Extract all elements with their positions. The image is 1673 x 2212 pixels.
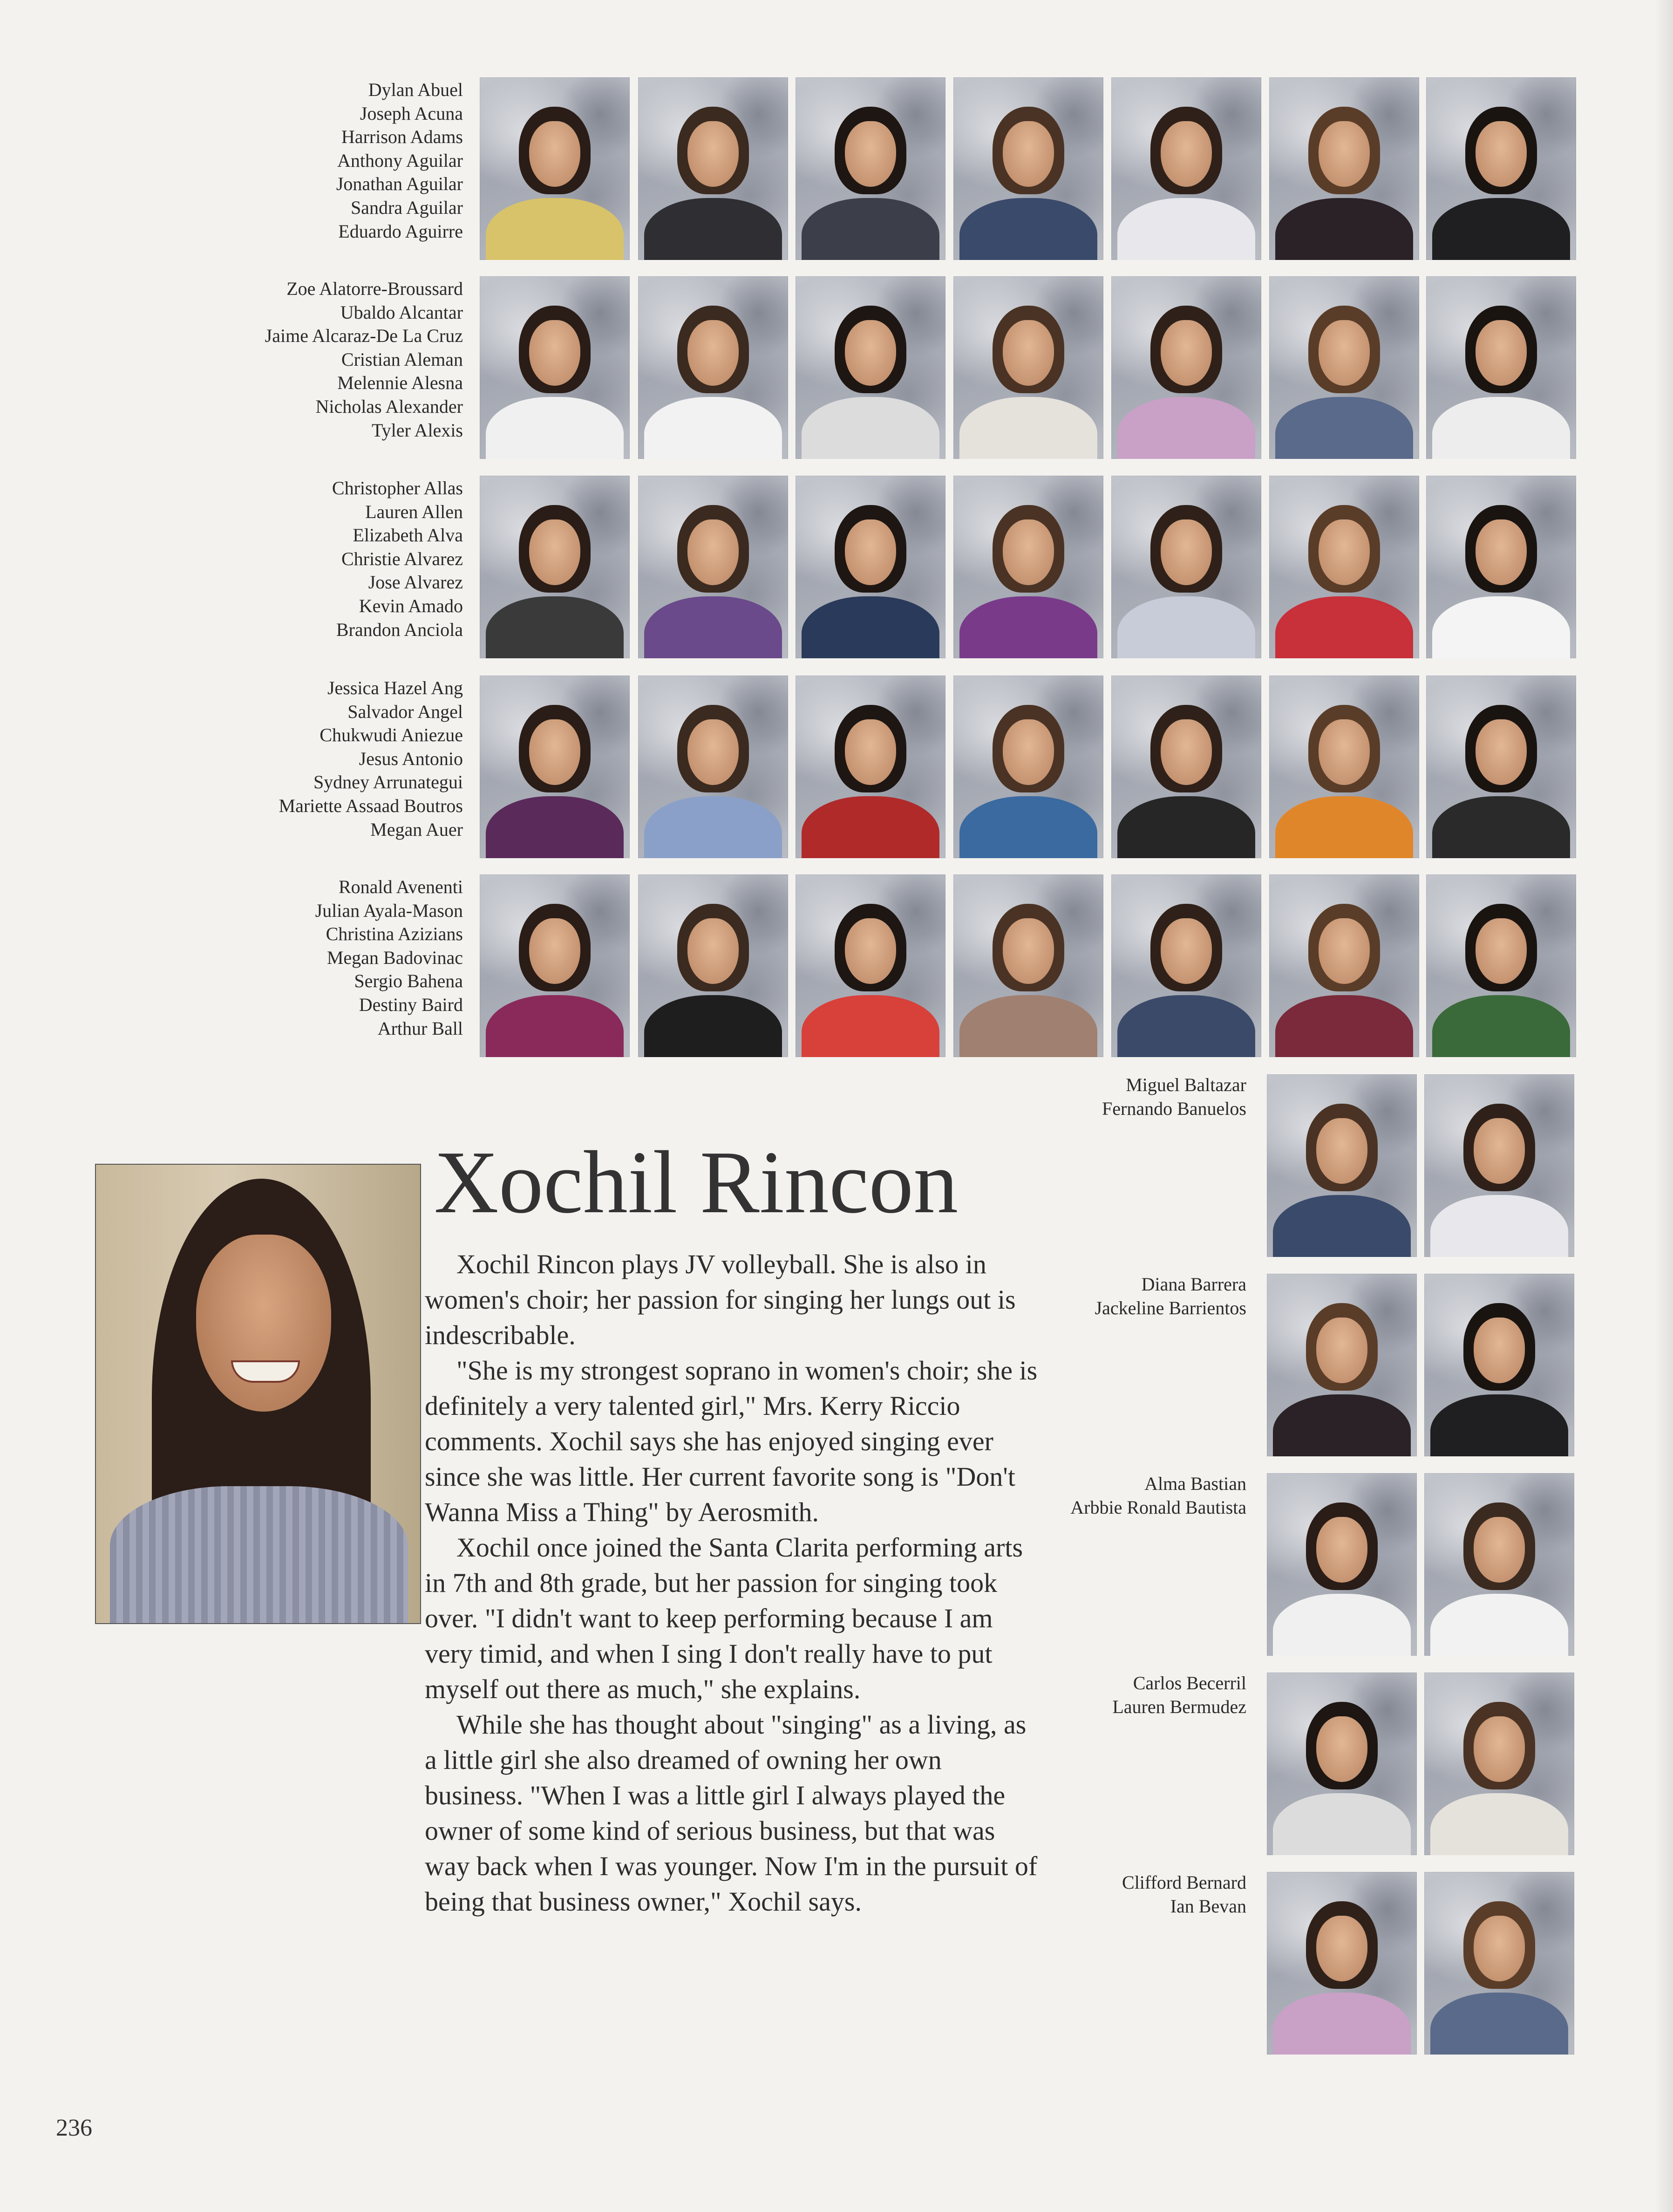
- student-name: Christopher Allas: [332, 478, 463, 498]
- student-name: Anthony Aguilar: [337, 150, 463, 171]
- portrait-face: [1161, 519, 1211, 585]
- portrait-shirt: [1432, 596, 1570, 658]
- portrait-shirt: [644, 596, 782, 658]
- student-name: Jackeline Barrientos: [1095, 1297, 1246, 1318]
- portrait-face: [1474, 1118, 1524, 1184]
- student-portrait: [1111, 676, 1261, 858]
- student-name: Destiny Baird: [359, 994, 463, 1015]
- student-portrait: [480, 77, 630, 260]
- featured-photo-sweater: [110, 1486, 408, 1624]
- student-portrait: [1424, 1673, 1574, 1855]
- portrait-shirt: [1275, 397, 1413, 459]
- portrait-face: [1319, 918, 1369, 984]
- student-name: Fernando Banuelos: [1102, 1098, 1246, 1119]
- portrait-shirt: [486, 796, 624, 858]
- portrait-face: [1319, 320, 1369, 386]
- featured-student-photo: [95, 1164, 421, 1624]
- page-spine-shadow: [1654, 0, 1673, 2212]
- student-name: Chukwudi Aniezue: [320, 724, 463, 746]
- portrait-face: [687, 719, 738, 785]
- portrait-face: [1161, 719, 1211, 785]
- portrait-shirt: [959, 596, 1097, 658]
- portrait-face: [1003, 320, 1054, 386]
- student-portrait: [953, 77, 1103, 260]
- portrait-face: [687, 918, 738, 984]
- page-number: 236: [56, 2115, 92, 2141]
- portrait-shirt: [1430, 1394, 1568, 1456]
- student-portrait: [1269, 77, 1419, 260]
- portrait-shirt: [802, 596, 939, 658]
- student-portrait: [1111, 276, 1261, 459]
- portrait-face: [845, 719, 896, 785]
- student-name: Salvador Angel: [347, 701, 463, 722]
- student-portrait: [1424, 1074, 1574, 1257]
- portrait-shirt: [1430, 1195, 1568, 1257]
- portrait-shirt: [1432, 198, 1570, 260]
- student-portrait: [1426, 676, 1576, 858]
- portrait-shirt: [644, 198, 782, 260]
- student-portrait: [1269, 476, 1419, 658]
- student-portrait: [1426, 77, 1576, 260]
- portrait-face: [529, 320, 580, 386]
- portrait-shirt: [486, 397, 624, 459]
- portrait-shirt: [802, 397, 939, 459]
- portrait-face: [1319, 519, 1369, 585]
- portrait-shirt: [644, 397, 782, 459]
- student-name: Miguel Baltazar: [1126, 1074, 1246, 1095]
- portrait-face: [1161, 320, 1211, 386]
- portrait-shirt: [802, 995, 939, 1057]
- portrait-face: [1319, 719, 1369, 785]
- student-portrait: [953, 676, 1103, 858]
- student-name: Nicholas Alexander: [315, 396, 463, 417]
- portrait-shirt: [802, 796, 939, 858]
- student-portrait: [638, 874, 788, 1057]
- student-name: Dylan Abuel: [368, 79, 463, 100]
- student-portrait: [796, 77, 945, 260]
- portrait-shirt: [1273, 1195, 1411, 1257]
- portrait-face: [1316, 1318, 1367, 1383]
- portrait-shirt: [1117, 198, 1255, 260]
- student-name: Brandon Anciola: [336, 619, 463, 640]
- student-portrait: [1424, 1473, 1574, 1656]
- portrait-face: [1316, 1118, 1367, 1184]
- student-portrait: [1424, 1274, 1574, 1456]
- student-portrait: [796, 874, 945, 1057]
- student-portrait: [796, 476, 945, 658]
- student-portrait: [1426, 276, 1576, 459]
- student-name: Lauren Bermudez: [1112, 1696, 1246, 1717]
- portrait-face: [1476, 918, 1526, 984]
- student-name: Elizabeth Alva: [353, 525, 463, 546]
- student-portrait: [638, 77, 788, 260]
- student-portrait: [480, 476, 630, 658]
- portrait-shirt: [1430, 1793, 1568, 1855]
- student-name: Joseph Acuna: [360, 102, 463, 124]
- student-name: Jesus Antonio: [359, 748, 463, 769]
- student-portrait: [480, 676, 630, 858]
- student-portrait: [1111, 874, 1261, 1057]
- student-name: Sydney Arrunategui: [313, 771, 463, 793]
- portrait-face: [687, 121, 738, 187]
- student-name: Jaime Alcaraz-De La Cruz: [265, 325, 463, 347]
- student-name: Arthur Ball: [377, 1017, 463, 1039]
- portrait-shirt: [486, 596, 624, 658]
- student-portrait: [480, 276, 630, 459]
- student-name: Megan Badovinac: [326, 947, 463, 968]
- article-paragraph: "She is my strongest soprano in women's choir; she is definitely a very talented girl," Mrs. Kerry Riccio comments. Xochil says she has enjoyed singing ever since she was little. Her current favorite song is "Don't Wanna Miss a Thing" by Aerosmith.: [425, 1355, 1038, 1527]
- student-name: Lauren Allen: [365, 501, 463, 522]
- student-portrait: [1267, 1473, 1417, 1656]
- portrait-shirt: [1117, 397, 1255, 459]
- portrait-face: [687, 320, 738, 386]
- student-portrait: [1267, 1274, 1417, 1456]
- portrait-face: [1474, 1916, 1524, 1981]
- feature-title: Xochil Rincon: [434, 1133, 959, 1232]
- portrait-face: [1003, 918, 1054, 984]
- portrait-shirt: [1117, 995, 1255, 1057]
- student-name: Ronald Avenenti: [339, 876, 463, 897]
- student-portrait: [796, 276, 945, 459]
- portrait-shirt: [644, 995, 782, 1057]
- student-portrait: [480, 874, 630, 1057]
- student-name: Melennie Alesna: [337, 372, 463, 394]
- name-list: [137, 277, 463, 442]
- feature-article: [425, 1247, 1040, 1919]
- portrait-shirt: [1117, 596, 1255, 658]
- student-name: Diana Barrera: [1141, 1274, 1246, 1295]
- article-paragraph: Xochil once joined the Santa Clarita performing arts in 7th and 8th grade, but her passion for singing took over. "I didn't want to keep performing because I am very timid, and when I sing I don't really have to put myself out there as much," she explains.: [425, 1532, 1023, 1704]
- portrait-shirt: [1275, 796, 1413, 858]
- portrait-face: [1476, 519, 1526, 585]
- portrait-face: [1476, 121, 1526, 187]
- portrait-face: [1474, 1517, 1524, 1583]
- name-list: [137, 676, 463, 841]
- student-portrait: [953, 874, 1103, 1057]
- student-name: Ubaldo Alcantar: [340, 301, 463, 323]
- student-name: Clifford Bernard: [1122, 1872, 1246, 1893]
- student-name: Zoe Alatorre-Broussard: [286, 278, 463, 299]
- portrait-face: [845, 320, 896, 386]
- portrait-face: [845, 121, 896, 187]
- portrait-shirt: [1117, 796, 1255, 858]
- portrait-shirt: [1430, 1594, 1568, 1656]
- student-portrait: [1269, 676, 1419, 858]
- student-name: Christie Alvarez: [341, 548, 463, 569]
- portrait-face: [1474, 1716, 1524, 1782]
- portrait-face: [1476, 320, 1526, 386]
- portrait-face: [529, 121, 580, 187]
- student-portrait: [1426, 476, 1576, 658]
- portrait-face: [1316, 1517, 1367, 1583]
- portrait-shirt: [644, 796, 782, 858]
- student-name: Cristian Aleman: [341, 348, 463, 370]
- portrait-face: [1003, 719, 1054, 785]
- portrait-shirt: [486, 995, 624, 1057]
- student-name: Christina Azizians: [326, 923, 463, 945]
- student-name: Julian Ayala-Mason: [315, 900, 463, 921]
- portrait-shirt: [1275, 198, 1413, 260]
- portrait-shirt: [1273, 1993, 1411, 2055]
- student-portrait: [1267, 1872, 1417, 2055]
- name-list: [137, 78, 463, 243]
- article-paragraph: While she has thought about "singing" as a living, as a little girl she also dreamed of owning her own business. "When I was a little girl I always played the owner of some kind of serious business, but that was way back when I was younger. Now I'm in the pursuit of being that business owner," Xochil says.: [425, 1709, 1038, 1917]
- student-name: Megan Auer: [370, 819, 463, 840]
- portrait-shirt: [959, 198, 1097, 260]
- portrait-face: [529, 918, 580, 984]
- student-portrait: [796, 676, 945, 858]
- portrait-shirt: [1430, 1993, 1568, 2055]
- article-paragraph: Xochil Rincon plays JV volleyball. She is also in women's choir; her passion for singing her lungs out is indescribable.: [425, 1249, 1016, 1350]
- student-name: Kevin Amado: [359, 595, 463, 616]
- student-portrait: [638, 676, 788, 858]
- portrait-shirt: [1275, 596, 1413, 658]
- student-name: Sandra Aguilar: [350, 197, 463, 218]
- portrait-face: [687, 519, 738, 585]
- student-portrait: [1267, 1074, 1417, 1257]
- student-portrait: [1269, 874, 1419, 1057]
- student-name: Sergio Bahena: [354, 970, 463, 992]
- student-name: Jessica Hazel Ang: [327, 677, 463, 698]
- portrait-shirt: [486, 198, 624, 260]
- name-list: [137, 875, 463, 1040]
- portrait-face: [1003, 121, 1054, 187]
- portrait-face: [1316, 1716, 1367, 1782]
- student-portrait: [1111, 476, 1261, 658]
- student-portrait: [1426, 874, 1576, 1057]
- portrait-shirt: [1273, 1594, 1411, 1656]
- student-portrait: [953, 276, 1103, 459]
- student-name: Jonathan Aguilar: [336, 173, 463, 195]
- student-portrait: [953, 476, 1103, 658]
- student-name: Carlos Becerril: [1133, 1673, 1246, 1693]
- student-name: Jose Alvarez: [368, 572, 463, 593]
- portrait-face: [1316, 1916, 1367, 1981]
- portrait-shirt: [959, 397, 1097, 459]
- student-portrait: [638, 476, 788, 658]
- portrait-shirt: [1275, 995, 1413, 1057]
- portrait-face: [1161, 121, 1211, 187]
- student-portrait: [1269, 276, 1419, 459]
- portrait-face: [529, 519, 580, 585]
- student-name: Eduardo Aguirre: [338, 220, 463, 242]
- portrait-face: [529, 719, 580, 785]
- portrait-shirt: [1432, 397, 1570, 459]
- portrait-shirt: [802, 198, 939, 260]
- student-name: Arbbie Ronald Bautista: [1070, 1496, 1246, 1518]
- student-portrait: [1424, 1872, 1574, 2055]
- portrait-shirt: [959, 796, 1097, 858]
- portrait-shirt: [1273, 1793, 1411, 1855]
- student-name: Ian Bevan: [1170, 1895, 1246, 1917]
- portrait-shirt: [1432, 995, 1570, 1057]
- portrait-shirt: [1432, 796, 1570, 858]
- student-portrait: [638, 276, 788, 459]
- portrait-shirt: [959, 995, 1097, 1057]
- name-list: [920, 1073, 1246, 1120]
- student-name: Tyler Alexis: [371, 419, 463, 441]
- student-portrait: [1111, 77, 1261, 260]
- portrait-face: [1474, 1318, 1524, 1383]
- portrait-face: [1476, 719, 1526, 785]
- student-name: Mariette Assaad Boutros: [279, 795, 463, 816]
- portrait-face: [1003, 519, 1054, 585]
- portrait-face: [845, 918, 896, 984]
- portrait-face: [1319, 121, 1369, 187]
- portrait-face: [845, 519, 896, 585]
- name-list: [137, 477, 463, 642]
- student-portrait: [1267, 1673, 1417, 1855]
- student-name: Alma Bastian: [1144, 1473, 1246, 1494]
- portrait-face: [1161, 918, 1211, 984]
- featured-photo-face: [196, 1235, 331, 1412]
- student-name: Harrison Adams: [341, 126, 463, 148]
- portrait-shirt: [1273, 1394, 1411, 1456]
